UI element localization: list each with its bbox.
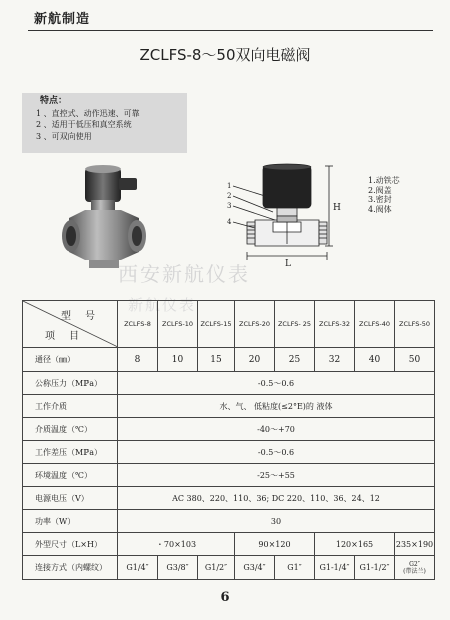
table-row	[23, 464, 435, 487]
table-row	[23, 510, 435, 533]
part-number-1: 1	[227, 182, 232, 190]
table-cell: -25～+55	[118, 464, 435, 487]
dim-label-h: H	[333, 203, 341, 213]
table-cell: G1″	[275, 556, 315, 580]
table-row	[23, 487, 435, 510]
valve-diagram	[225, 160, 360, 270]
model-header: ZCLFS-32	[315, 301, 355, 348]
table-cell: 235×190	[395, 533, 435, 556]
model-header: ZCLFS-15	[198, 301, 235, 348]
model-header: ZCLFS- 25	[275, 301, 315, 348]
table-cell: -0.5～0.6	[118, 372, 435, 395]
table-cell: 10	[158, 348, 198, 372]
legend-item: 3.密封	[368, 195, 392, 204]
table-cell: 90×120	[235, 533, 315, 556]
part-number-4: 4	[227, 218, 232, 226]
table-cell: G1-1/4″	[315, 556, 355, 580]
table-cell: G3/8″	[158, 556, 198, 580]
model-header: ZCLFS-50	[395, 301, 435, 348]
dim-label-l: L	[285, 259, 291, 269]
legend-item: 2.阀盖	[368, 185, 392, 195]
table-cell: G3/4″	[235, 556, 275, 580]
spec-table	[22, 300, 435, 580]
table-cell: 15	[198, 348, 235, 372]
row-label-pressure: 公称压力（Mℙa）	[23, 372, 118, 395]
model-header: ZCLFS-20	[235, 301, 275, 348]
corner-item-label: 项目	[45, 331, 93, 342]
row-label-ambient-temp: 环境温度（℃）	[23, 464, 118, 487]
brand-name: 新航制造	[34, 12, 91, 27]
table-cell	[395, 556, 435, 580]
table-cell: 20	[235, 348, 275, 372]
model-header: ZCLFS-8	[118, 301, 158, 348]
part-number-2: 2	[227, 192, 232, 200]
feature-item: 2 、适用于低压和真空系统	[36, 120, 132, 129]
table-cell: 水、气、 低粘度(≤2°E)的 液体	[118, 395, 435, 418]
watermark: 新航仪表	[128, 296, 197, 314]
table-cell: 25	[275, 348, 315, 372]
watermark: 西安新航仪表	[118, 262, 250, 286]
table-cell: AC 380、220、110、36; DC 220、110、36、24、12	[118, 487, 435, 510]
parts-legend	[368, 176, 400, 214]
table-row	[23, 441, 435, 464]
connection-flange-note: (带法兰)	[403, 567, 426, 575]
table-cell: -0.5～0.6	[118, 441, 435, 464]
row-label-dimensions: 外型尺寸（L×H）	[23, 533, 118, 556]
header-rule	[28, 30, 433, 31]
part-number-3: 3	[227, 202, 232, 210]
table-cell: ・70×103	[118, 533, 235, 556]
features-box	[22, 93, 187, 153]
row-label-connection: 连接方式（内螺纹）	[23, 556, 118, 580]
model-header: ZCLFS-10	[158, 301, 198, 348]
table-header-row	[23, 301, 435, 348]
table-cell: 32	[315, 348, 355, 372]
table-row	[23, 418, 435, 441]
row-label-voltage: 电源电压（V）	[23, 487, 118, 510]
features-title: 特点：	[40, 96, 68, 106]
corner-model-label: 型号	[61, 311, 109, 322]
table-cell: G1/4″	[118, 556, 158, 580]
connection-g2: G2″	[409, 560, 420, 568]
feature-item: 3 、可双向使用	[36, 131, 92, 141]
legend-item: 4.阀体	[368, 204, 392, 214]
table-row	[23, 533, 435, 556]
feature-item: 1 、直控式、动作迅速、可靠	[36, 108, 140, 118]
row-label-power: 功率（W）	[23, 510, 118, 533]
row-label-medium: 工作介质	[23, 395, 118, 418]
table-cell: G1-1/2″	[355, 556, 395, 580]
page-title: ZCLFS-8～50双向电磁阀	[139, 46, 311, 64]
table-row	[23, 348, 435, 372]
model-header: ZCLFS-40	[355, 301, 395, 348]
table-cell: 50	[395, 348, 435, 372]
row-label-medium-temp: 介质温度（℃）	[23, 418, 118, 441]
row-label-diff-pressure: 工作差压（Mℙa）	[23, 441, 118, 464]
page-number: 6	[220, 590, 230, 605]
table-cell: -40～+70	[118, 418, 435, 441]
table-row	[23, 395, 435, 418]
table-cell: 30	[118, 510, 435, 533]
table-row	[23, 372, 435, 395]
table-row	[23, 556, 435, 580]
table-cell: G1/2″	[198, 556, 235, 580]
table-corner	[23, 301, 118, 348]
table-cell: 8	[118, 348, 158, 372]
legend-item: 1.动铁芯	[368, 176, 400, 185]
row-label-bore: 通径（㎜）	[23, 348, 118, 372]
table-cell: 40	[355, 348, 395, 372]
table-cell: 120×165	[315, 533, 395, 556]
